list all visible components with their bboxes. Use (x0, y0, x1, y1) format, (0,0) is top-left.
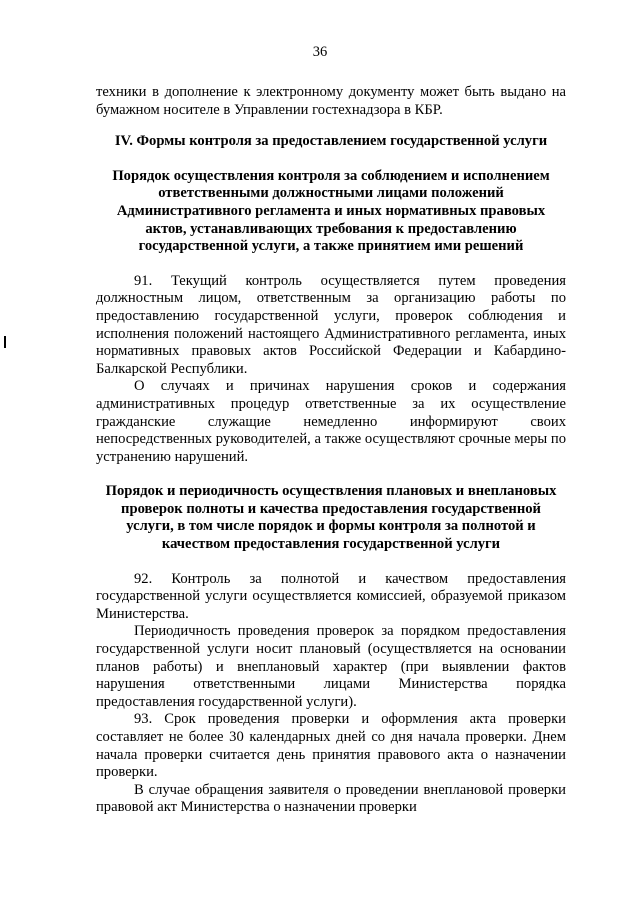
subsection-1-title: Порядок осуществления контроля за соблюдением и исполнением ответственными должностными лицами положений Административного регламента и иных нормативных правовых актов, устанавливающих требования к предоставлению государственной услуги, а также принятием ими решений (112, 167, 550, 255)
paragraph-92-cont: Периодичность проведения проверок за порядком предоставления государственной услуги носит плановый (осуществляется на основании планов работы) и внеплановый характер (при выявлении фактов нарушения ответственными лицами Министерства порядка предоставления государственной услуги). (96, 623, 566, 710)
section-title: IV. Формы контроля за предоставлением государственной услуги (114, 133, 548, 150)
paragraph-92: 92. Контроль за полнотой и качеством предоставления государственной услуги осуществляется комиссией, образуемой приказом Министерства. (96, 570, 566, 622)
page-content (96, 84, 566, 817)
margin-mark (4, 336, 6, 348)
page-number: 36 (312, 44, 328, 60)
paragraph-93: 93. Срок проведения проверки и оформления акта проверки составляет не более 30 календарных дней со дня начала проверки. Днем начала проверки считается день принятия правового акта о назначении проверки. (96, 711, 566, 781)
intro-paragraph: техники в дополнение к электронному документу может быть выдано на бумажном носителе в Управлении гостехнадзора в КБР. (96, 84, 566, 118)
paragraph-91: 91. Текущий контроль осуществляется путем проведения должностным лицом, ответственным за организацию работы по предоставлению государственной услуги, проверок соблюдения и исполнения положений настоящего Административного регламента, иных нормативных правовых актов Российской Федерации и Кабардино-Балкарской Республики. (96, 272, 566, 377)
subsection-2-title: Порядок и периодичность осуществления плановых и внеплановых проверок полноты и качества предоставления государственной услуги, в том числе порядок и формы контроля за полнотой и качеством предоставления государственной услуги (105, 483, 557, 553)
paragraph-91-cont: О случаях и причинах нарушения сроков и содержания административных процедур ответственные за их осуществление гражданские служащие немедленно информируют своих непосредственных руководителей, а также осуществляют срочные меры по устранению нарушений. (96, 378, 566, 465)
paragraph-93-cont: В случае обращения заявителя о проведении внеплановой проверки правовой акт Министерства о назначении проверки (96, 781, 566, 816)
